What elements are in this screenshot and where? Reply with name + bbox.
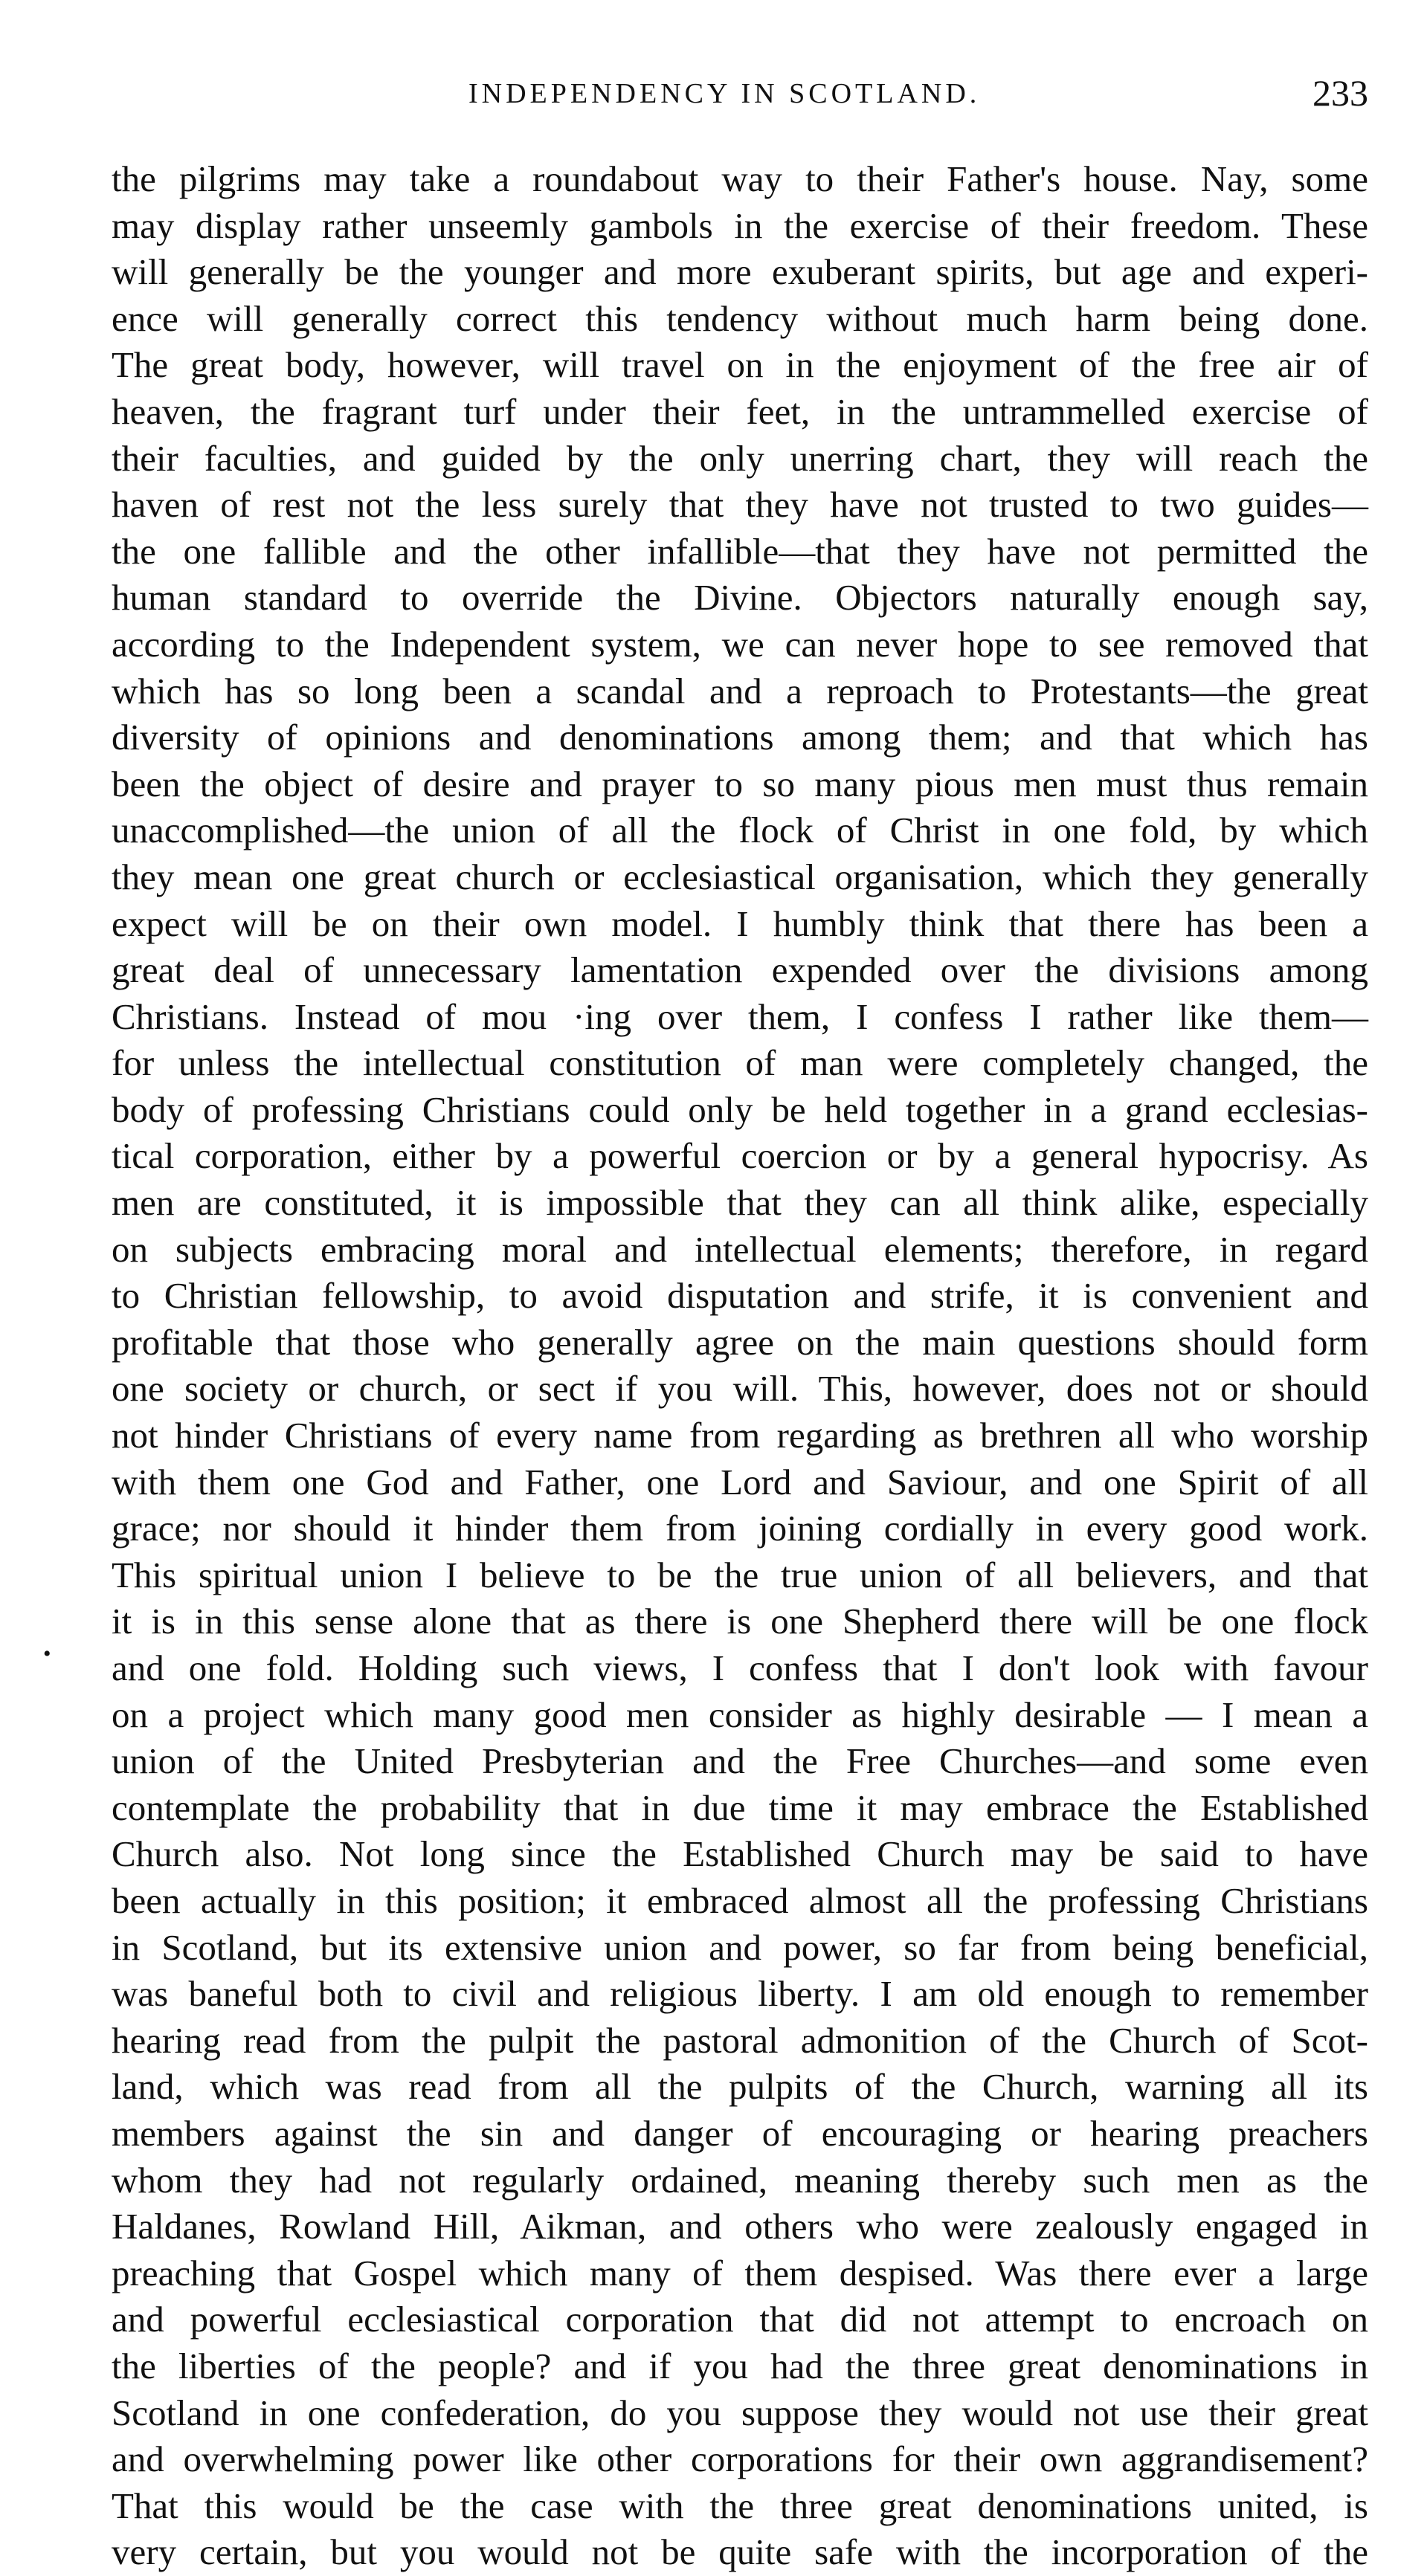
- text-line: human standard to override the Divine. Objectors naturally enough say,: [112, 577, 1368, 619]
- text-line: their faculties, and guided by the only unerring chart, they will reach the: [112, 437, 1368, 479]
- text-line: and powerful ecclesiastical corporation that did not attempt to encroach on: [112, 2299, 1368, 2340]
- text-line: one society or church, or sect if you will. This, however, does not or should: [112, 1368, 1368, 1410]
- text-line: unaccomplished—the union of all the flock of Christ in one fold, by which: [112, 810, 1368, 851]
- text-line: very certain, but you would not be quite safe with the incorporation of the: [112, 2531, 1368, 2573]
- text-line: The great body, however, will travel on in the enjoyment of the free air of: [112, 344, 1368, 386]
- text-line: union of the United Presbyterian and the Free Churches—and some even: [112, 1740, 1368, 1782]
- text-line: Scotland in one confederation, do you suppose they would not use their great: [112, 2392, 1368, 2433]
- text-line: profitable that those who generally agree on the main questions should form: [112, 1321, 1368, 1363]
- text-line: will generally be the younger and more exuberant spirits, but age and experi-: [112, 251, 1368, 293]
- text-line: the liberties of the people? and if you had the three great denominations in: [112, 2345, 1368, 2386]
- text-line: tical corporation, either by a powerful coercion or by a general hypocrisy. As: [112, 1135, 1368, 1177]
- text-line: for unless the intellectual constitution of man were completely changed, the: [112, 1042, 1368, 1084]
- text-line: preaching that Gospel which many of them despised. Was there ever a large: [112, 2252, 1368, 2293]
- body-text: [112, 156, 1368, 2576]
- text-line: it is in this sense alone that as there is one Shepherd there will be one flock: [112, 1601, 1368, 1642]
- text-line: hearing read from the pulpit the pastoral admonition of the Church of Scot-: [112, 2019, 1368, 2061]
- running-title: INDEPENDENCY IN SCOTLAND.: [468, 78, 981, 109]
- text-line: they mean one great church or ecclesiastical organisation, which they generally: [112, 856, 1368, 897]
- text-line: with them one God and Father, one Lord and Saviour, and one Spirit of all: [112, 1461, 1368, 1502]
- text-line: to Christian fellowship, to avoid disputation and strife, it is convenient and: [112, 1275, 1368, 1317]
- text-line: may display rather unseemly gambols in the exercise of their freedom. These: [112, 204, 1368, 246]
- text-line: whom they had not regularly ordained, meaning thereby such men as the: [112, 2159, 1368, 2201]
- text-line: men are constituted, it is impossible that they can all think alike, especially: [112, 1182, 1368, 1224]
- text-line: on subjects embracing moral and intellectual elements; therefore, in regard: [112, 1228, 1368, 1270]
- text-line: in Scotland, but its extensive union and power, so far from being beneficial,: [112, 1926, 1368, 1968]
- text-line: which has so long been a scandal and a reproach to Protestants—the great: [112, 670, 1368, 711]
- text-line: ence will generally correct this tendency without much harm being done.: [112, 297, 1368, 339]
- text-line: This spiritual union I believe to be the true union of all believers, and that: [112, 1554, 1368, 1595]
- text-line: land, which was read from all the pulpits of the Church, warning all its: [112, 2066, 1368, 2108]
- text-line: expect will be on their own model. I humbly think that there has been a: [112, 903, 1368, 944]
- running-head: [112, 71, 1368, 123]
- text-line: not hinder Christians of every name from regarding as brethren all who worship: [112, 1415, 1368, 1456]
- text-line: members against the sin and danger of encouraging or hearing preachers: [112, 2112, 1368, 2154]
- text-line: the one fallible and the other infallible—that they have not permitted the: [112, 530, 1368, 572]
- text-line: grace; nor should it hinder them from joining cordially in every good work.: [112, 1508, 1368, 1549]
- page-number: 233: [1312, 72, 1368, 114]
- text-line: haven of rest not the less surely that they have not trusted to two guides—: [112, 484, 1368, 526]
- text-line: Church also. Not long since the Established Church may be said to have: [112, 1833, 1368, 1875]
- text-line: been the object of desire and prayer to so many pious men must thus remain: [112, 763, 1368, 804]
- text-line: and one fold. Holding such views, I confess that I don't look with favour: [112, 1647, 1368, 1688]
- text-line: the pilgrims may take a roundabout way to their Father's house. Nay, some: [112, 158, 1368, 199]
- text-line: and overwhelming power like other corporations for their own aggrandisement?: [112, 2438, 1368, 2480]
- text-line: according to the Independent system, we can never hope to see removed that: [112, 623, 1368, 665]
- text-line: body of professing Christians could only be held together in a grand ecclesias-: [112, 1088, 1368, 1130]
- text-line: Haldanes, Rowland Hill, Aikman, and others who were zealously engaged in: [112, 2206, 1368, 2247]
- margin-mark: •: [43, 1642, 51, 1666]
- text-line: That this would be the case with the three great denominations united, is: [112, 2485, 1368, 2526]
- text-line: on a project which many good men consider as highly desirable — I mean a: [112, 1694, 1368, 1735]
- text-line: Christians. Instead of mou ·ing over them, I confess I rather like them—: [112, 995, 1368, 1037]
- text-line: great deal of unnecessary lamentation expended over the divisions among: [112, 949, 1368, 991]
- text-line: diversity of opinions and denominations among them; and that which has: [112, 717, 1368, 758]
- text-line: contemplate the probability that in due time it may embrace the Established: [112, 1786, 1368, 1828]
- text-line: was baneful both to civil and religious liberty. I am old enough to remember: [112, 1973, 1368, 2015]
- text-line: heaven, the fragrant turf under their feet, in the untrammelled exercise of: [112, 390, 1368, 432]
- text-line: been actually in this position; it embraced almost all the professing Christians: [112, 1879, 1368, 1921]
